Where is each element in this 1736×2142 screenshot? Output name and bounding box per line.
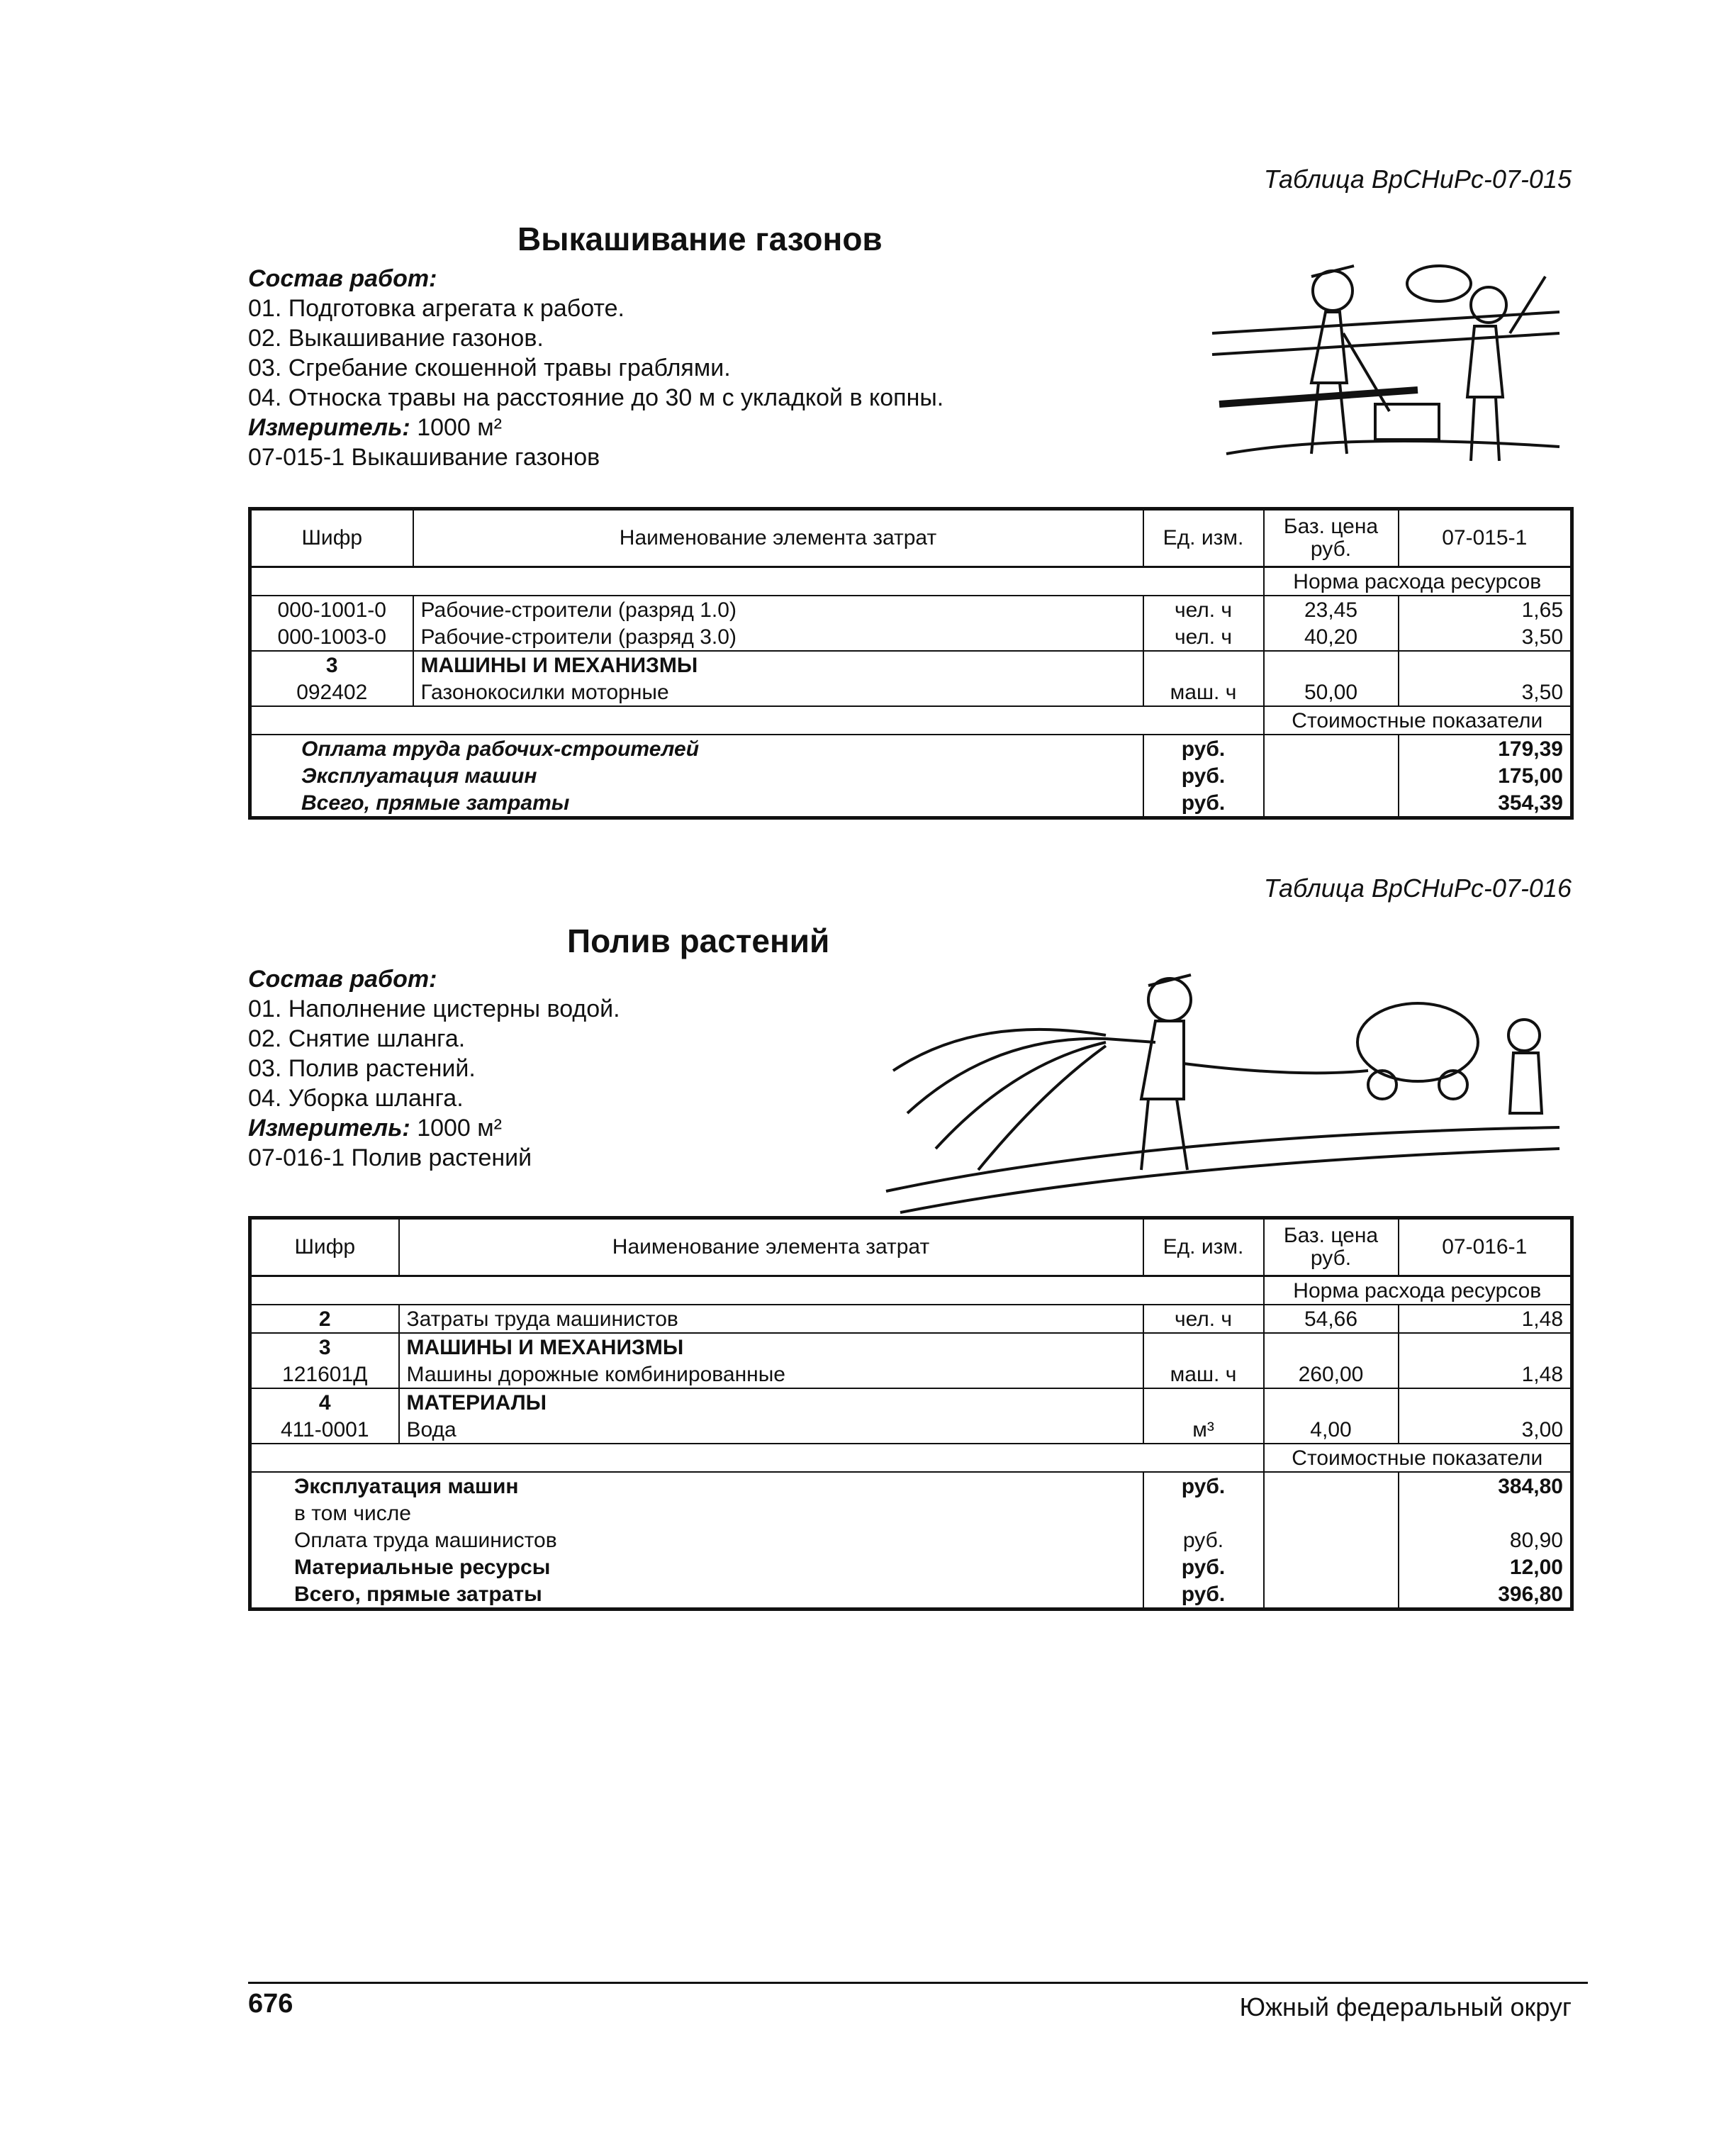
cell-name: МАШИНЫ И МЕХАНИЗМЫ [399,1333,1143,1361]
header-code: Шифр [250,1218,399,1276]
cell-name: МАТЕРИАЛЫ [399,1388,1143,1416]
cell-name: Рабочие-строители (разряд 1.0) [413,596,1143,623]
cost-unit: руб. [1143,1527,1264,1553]
step-item: 02. Выкашивание газонов. [248,325,544,352]
cost-unit: руб. [1143,1553,1264,1580]
cell-norm: 3,00 [1399,1416,1572,1444]
code-line: 07-015-1 Выкашивание газонов [248,444,600,471]
cost-unit: руб. [1143,1472,1264,1500]
cost-value: 80,90 [1399,1527,1572,1553]
cell-unit [1143,1333,1264,1361]
subheader-row [250,706,1572,735]
cost-name: Эксплуатация машин [294,1475,519,1498]
cost-unit: руб. [1143,762,1264,789]
table-row [250,596,1572,623]
measure-label: Измеритель: [248,414,410,441]
cost-value: 396,80 [1399,1580,1572,1610]
footer-region: Южный федеральный округ [1239,1992,1572,2021]
section-title: Выкашивание газонов [517,221,883,257]
cost-name: в том числе [294,1502,411,1525]
cell-price [1264,1388,1399,1416]
cell-norm: 3,50 [1399,623,1572,651]
cell-norm: 1,48 [1399,1361,1572,1388]
cost-value: 354,39 [1399,789,1572,818]
header-norm: 07-015-1 [1399,509,1572,567]
cost-unit: руб. [1143,735,1264,762]
cell-unit: маш. ч [1143,1361,1264,1388]
header-name: Наименование элемента затрат [399,1218,1143,1276]
cost-name: Эксплуатация машин [301,764,537,788]
table-label: Таблица ВрСНиРс-07-015 [1263,164,1572,194]
cost-row [250,735,1572,762]
cell-code: 000-1001-0 [277,598,386,622]
cell-norm [1399,1333,1572,1361]
cost-unit: руб. [1143,1580,1264,1610]
cell-norm [1399,651,1572,679]
page-number: 676 [248,1989,293,2019]
cost-value: 384,80 [1399,1472,1572,1500]
cost-value: 175,00 [1399,762,1572,789]
header-unit: Ед. изм. [1143,509,1264,567]
cost-value [1399,1500,1572,1527]
cost-header: Стоимостные показатели [1264,1444,1572,1472]
resource-header: Норма расхода ресурсов [1264,567,1572,596]
cell-unit: маш. ч [1143,679,1264,706]
header-price: Баз. цена руб. [1264,1218,1399,1276]
cell-name: Вода [399,1416,1143,1444]
cell-name: Машины дорожные комбинированные [399,1361,1143,1388]
cost-name: Всего, прямые затраты [294,1583,542,1606]
cell-price [1264,1333,1399,1361]
composition-heading: Состав работ: [248,265,437,292]
table-label: Таблица ВрСНиРс-07-016 [1263,874,1572,903]
measure-label: Измеритель: [248,1115,410,1142]
cell-name: Газонокосилки моторные [413,679,1143,706]
step-item: 03. Сгребание скошенной травы граблями. [248,355,731,381]
measure-value: 1000 м² [417,414,502,441]
cell-price: 4,00 [1264,1416,1399,1444]
cost-row [250,1580,1572,1610]
cost-name: Материальные ресурсы [294,1556,551,1579]
cell-code: 2 [250,1305,399,1333]
cost-name: Всего, прямые затраты [301,791,570,815]
composition-block [248,264,1028,472]
measure-line [248,413,1028,442]
cell-code: 4 [318,1391,331,1415]
cell-price: 40,20 [1264,623,1399,651]
table-header-row [250,509,1572,567]
measure-value: 1000 м² [417,1115,502,1142]
header-price: Баз. цена руб. [1264,509,1399,567]
cost-unit [1143,1500,1264,1527]
header-code: Шифр [250,509,413,567]
cell-unit: чел. ч [1143,1305,1264,1333]
cell-price: 54,66 [1264,1305,1399,1333]
resource-header: Норма расхода ресурсов [1264,1276,1572,1305]
cost-row [250,1553,1572,1580]
table-row [250,1361,1572,1388]
table-row [250,679,1572,706]
cell-unit [1143,651,1264,679]
cost-name: Оплата труда рабочих-строителей [301,737,700,761]
cost-row [250,1472,1572,1500]
cell-price: 50,00 [1264,679,1399,706]
mowing-illustration [1205,241,1574,475]
cell-norm: 1,65 [1399,596,1572,623]
cell-code: 3 [318,1336,331,1359]
table-row [250,1416,1572,1444]
cell-norm: 1,48 [1399,1305,1572,1333]
cost-row [250,762,1572,789]
cost-row [250,1527,1572,1553]
step-item: 04. Относка травы на расстояние до 30 м с укладкой в копны. [248,384,944,411]
measure-line [248,1113,886,1143]
composition-block [248,964,886,1173]
cell-name: Затраты труда машинистов [399,1305,1143,1333]
cell-code: 092402 [250,679,413,706]
table-row [250,1333,1572,1361]
cost-header: Стоимостные показатели [1264,706,1572,735]
cell-unit [1143,1388,1264,1416]
step-item: 02. Снятие шланга. [248,1025,466,1052]
cost-row [250,789,1572,818]
cell-norm: 3,50 [1399,679,1572,706]
step-item: 01. Наполнение цистерны водой. [248,995,620,1022]
resource-table [248,1216,1574,1611]
step-item: 04. Уборка шланга. [248,1085,464,1112]
cost-name: Оплата труда машинистов [294,1529,557,1552]
section-title: Полив растений [567,922,830,959]
cell-name: МАШИНЫ И МЕХАНИЗМЫ [413,651,1143,679]
cell-price: 260,00 [1264,1361,1399,1388]
subheader-row [250,1444,1572,1472]
cell-norm [1399,1388,1572,1416]
cell-name: Рабочие-строители (разряд 3.0) [413,623,1143,651]
code-line: 07-016-1 Полив растений [248,1144,532,1171]
step-item: 01. Подготовка агрегата к работе. [248,295,625,322]
resource-table [248,507,1574,820]
cell-unit: чел. ч [1143,623,1264,651]
cell-code: 121601Д [250,1361,399,1388]
cost-value: 179,39 [1399,735,1572,762]
header-name: Наименование элемента затрат [413,509,1143,567]
table-header-row [250,1218,1572,1276]
cost-unit: руб. [1143,789,1264,818]
table-row [250,1305,1572,1333]
table-row [250,1388,1572,1416]
header-unit: Ед. изм. [1143,1218,1264,1276]
subheader-row [250,1276,1572,1305]
table-row [250,623,1572,651]
cell-price [1264,651,1399,679]
subheader-row [250,567,1572,596]
watering-illustration [872,957,1574,1220]
cell-code: 411-0001 [250,1416,399,1444]
cell-code: 3 [325,654,338,677]
cost-value: 12,00 [1399,1553,1572,1580]
table-row [250,651,1572,679]
cell-unit: м³ [1143,1416,1264,1444]
cell-price: 23,45 [1264,596,1399,623]
footer-rule [248,1982,1588,1984]
cell-code: 000-1003-0 [250,623,413,651]
composition-heading: Состав работ: [248,966,437,993]
cost-row [250,1500,1572,1527]
header-norm: 07-016-1 [1399,1218,1572,1276]
step-item: 03. Полив растений. [248,1055,476,1082]
cell-unit: чел. ч [1143,596,1264,623]
